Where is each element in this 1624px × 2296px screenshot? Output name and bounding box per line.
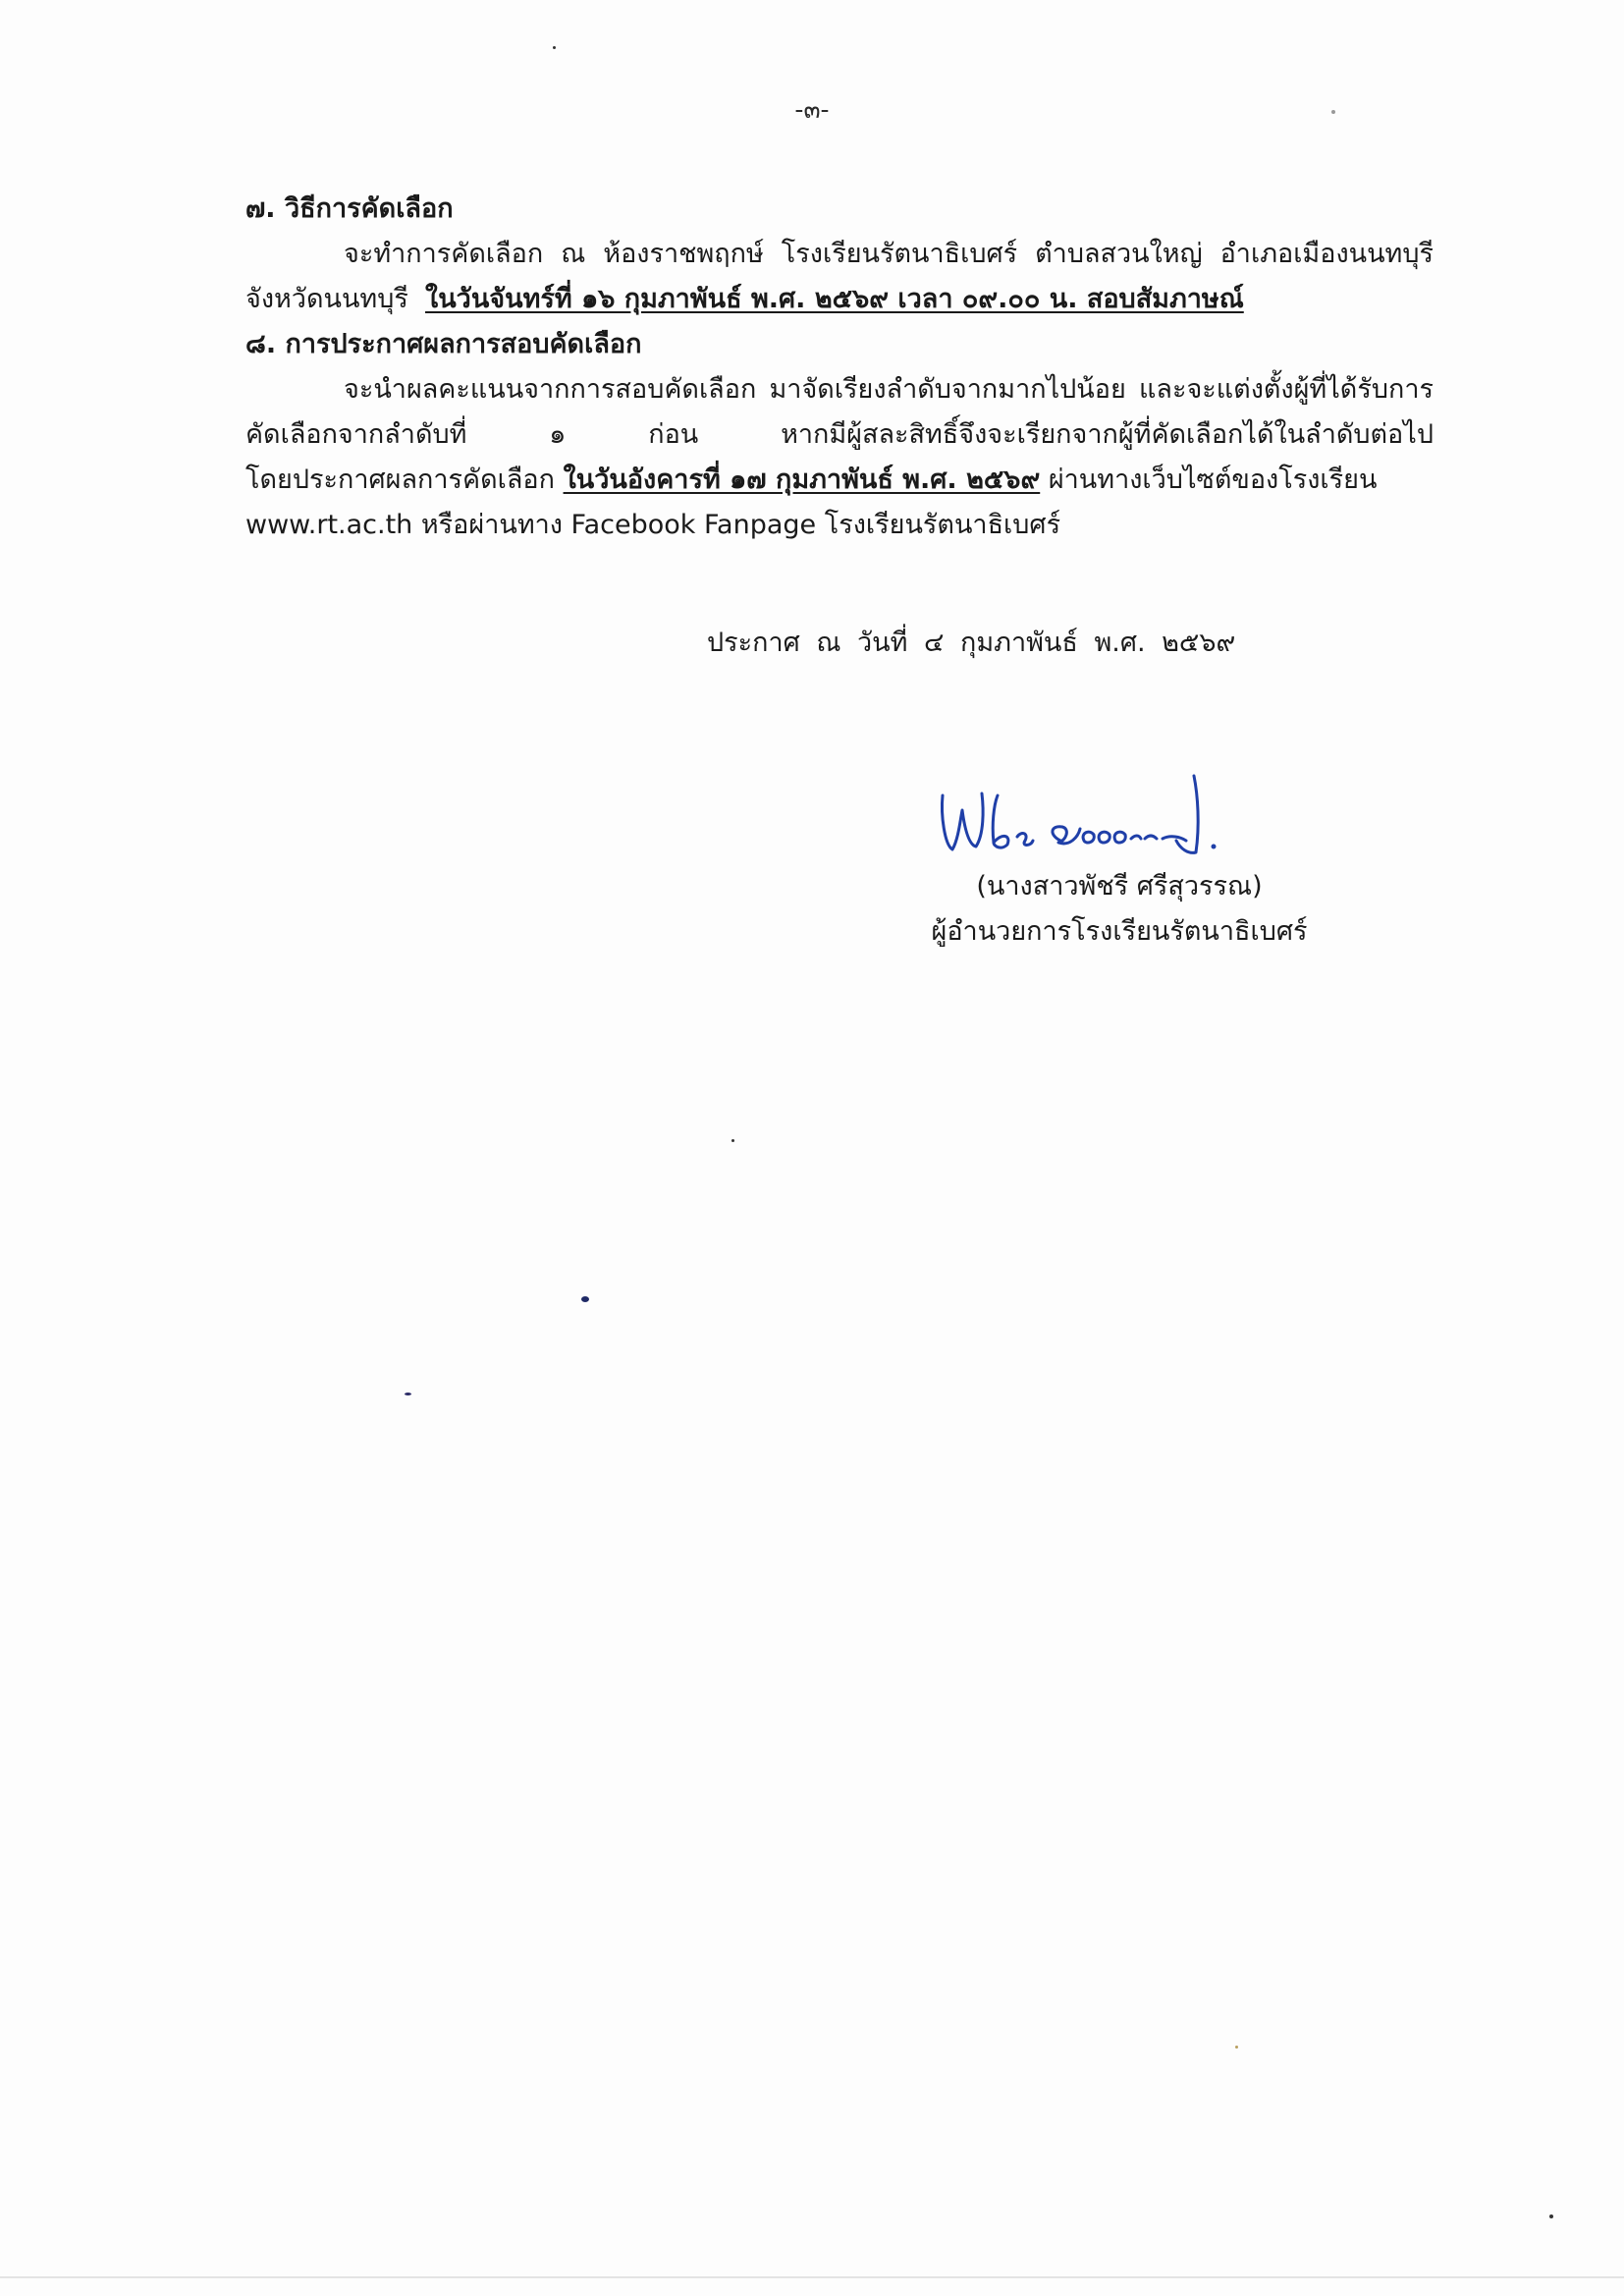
section-7-paragraph bbox=[245, 232, 1434, 322]
scan-edge bbox=[0, 2276, 1624, 2278]
section-8-line-3 bbox=[245, 458, 1434, 503]
section-8-line-3-prefix: โดยประกาศผลการคัดเลือก bbox=[245, 465, 555, 495]
section-7-line-1: จะทำการคัดเลือก ณ ห้องราชพฤกษ์ โรงเรียนรัตนาธิเบศร์ ตำบลสวนใหญ่ อำเภอเมืองนนทบุรี bbox=[344, 239, 1434, 269]
section-8-line-1: จะนำผลคะแนนจากการสอบคัดเลือก มาจัดเรียงลำดับจากมากไปน้อย และจะแต่งตั้งผู้ที่ได้รับการ bbox=[344, 374, 1434, 405]
selection-date-emphasis: ในวันจันทร์ที่ ๑๖ กุมภาพันธ์ พ.ศ. ๒๕๖๙ เวลา ๐๙.๐๐ น. สอบสัมภาษณ์ bbox=[425, 284, 1244, 314]
announcement-date: ประกาศ ณ วันที่ ๔ กุมภาพันธ์ พ.ศ. ๒๕๖๙ bbox=[707, 628, 1236, 658]
scan-speck bbox=[1235, 2046, 1238, 2049]
scan-speck bbox=[1549, 2214, 1553, 2218]
signature-block bbox=[864, 756, 1375, 955]
section-7-line-2 bbox=[245, 277, 1434, 322]
result-date-emphasis: ในวันอังคารที่ ๑๗ กุมภาพันธ์ พ.ศ. ๒๕๖๙ bbox=[563, 465, 1041, 495]
section-7-line-2-prefix: จังหวัดนนทบุรี bbox=[245, 284, 408, 314]
scan-speck bbox=[553, 46, 556, 49]
section-8-line-3-suffix: ผ่านทางเว็บไซต์ของโรงเรียน bbox=[1048, 465, 1378, 495]
scan-speck bbox=[1331, 110, 1335, 114]
handwritten-signature bbox=[923, 756, 1257, 864]
section-8-line-4: www.rt.ac.th หรือผ่านทาง Facebook Fanpage โรงเรียนรัตนาธิเบศร์ bbox=[245, 510, 1061, 540]
scan-speck bbox=[581, 1296, 589, 1302]
section-8-line-2: คัดเลือกจากลำดับที่ ๑ ก่อน หากมีผู้สละสิทธิ์จึงจะเรียกจากผู้ที่คัดเลือกได้ในลำดับต่อไป bbox=[245, 419, 1434, 450]
signer-title: ผู้อำนวยการโรงเรียนรัตนาธิเบศร์ bbox=[931, 916, 1308, 947]
section-8-heading: ๘. การประกาศผลการสอบคัดเลือก bbox=[245, 329, 642, 359]
section-8-paragraph bbox=[245, 367, 1434, 548]
scan-speck bbox=[731, 1139, 734, 1142]
document-body bbox=[245, 187, 1434, 548]
scan-speck bbox=[405, 1393, 411, 1395]
section-7-heading: ๗. วิธีการคัดเลือก bbox=[245, 193, 454, 224]
signer-name: (นางสาวพัชรี ศรีสุวรรณ) bbox=[976, 871, 1263, 902]
page-number: -๓- bbox=[794, 95, 830, 124]
